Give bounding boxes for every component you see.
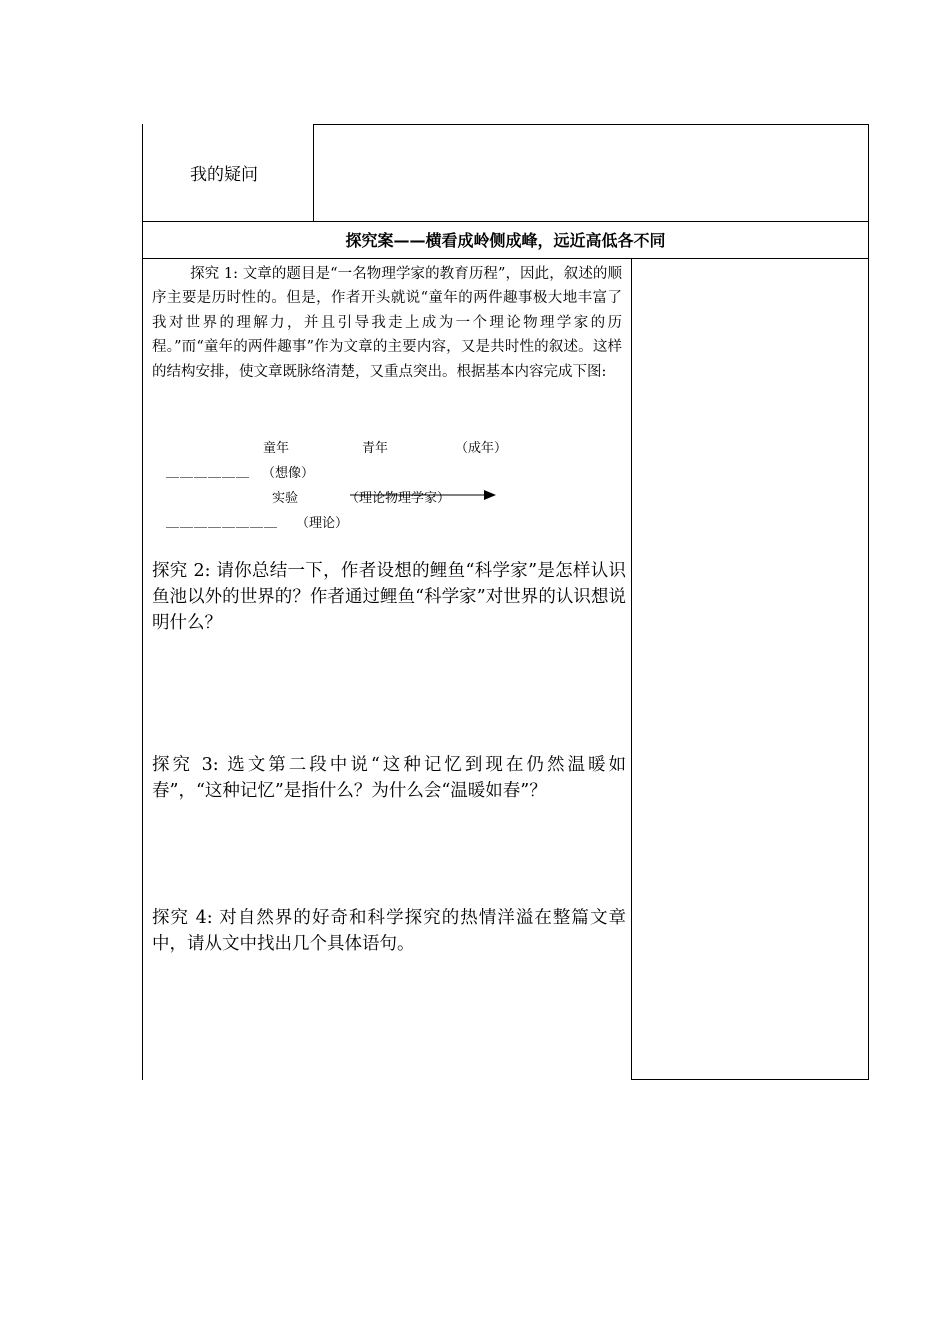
row-divider-2 <box>142 258 869 259</box>
inquiry-2-text: 探究 2: 请你总结一下，作者设想的鲤鱼“科学家”是怎样认识鱼池以外的世界的？作者通过鲤鱼“科学家”对世界的认识想说明什么？ <box>152 561 626 633</box>
notes-column-area[interactable] <box>633 260 867 1078</box>
inquiry-2-answer-area[interactable] <box>146 640 628 740</box>
diagram-arrow-icon <box>350 489 510 501</box>
note-column-left <box>631 258 632 1080</box>
inquiry-3-text: 探究 3: 选文第二段中说“这种记忆到现在仍然温暖如春”，“这种记忆”是指什么？为什么会“温暖如春”？ <box>152 755 626 801</box>
right-border-title <box>868 221 869 259</box>
table-left-border <box>142 124 143 1080</box>
inquiry-4-text: 探究 4: 对自然界的好奇和科学探究的热情洋溢在整篇文章中，请从文中找出几个具体语句。 <box>152 908 626 954</box>
note-column-bottom <box>631 1079 869 1080</box>
diagram-experiment-label: 实验 <box>272 491 299 506</box>
inquiry-1-text: 探究 1: 文章的题目是“一名物理学家的教育历程”，因此，叙述的顺序主要是历时性的。但是，作者开头就说“童年的两件趣事极大地丰富了我对世界的理解力，并且引导我走上成为一个理论物理学家的历程。”而“童年的两件趣事”作为文章的主要内容，又是共时性的叙述。这样的结构安排，使文章既脉络清楚，又重点突出。根据基本内容完成下图: <box>152 266 622 380</box>
note-column-right <box>868 258 869 1080</box>
section-title: 探究案——横看成岭侧成峰，远近高低各不同 <box>345 231 666 250</box>
diagram-youth-label: 青年 <box>362 441 389 456</box>
diagram-adult-label: （成年） <box>455 441 508 456</box>
diagram-theory-label: （理论） <box>296 516 349 531</box>
inquiry-4-answer-area[interactable] <box>146 960 628 1075</box>
inquiry-3-answer-area[interactable] <box>146 808 628 898</box>
question-cell-divider <box>313 124 314 222</box>
diagram-physicist-label: （理论物理学家） <box>346 491 451 506</box>
diagram-blank-1[interactable]: ＿＿＿＿＿＿ <box>166 465 251 480</box>
top-border <box>313 124 869 125</box>
diagram-imagination-label: （想像） <box>262 466 315 481</box>
my-questions-label: 我的疑问 <box>190 165 258 185</box>
row-divider-1 <box>142 221 869 222</box>
diagram-childhood-label: 童年 <box>263 441 290 456</box>
diagram-blank-2[interactable]: ＿＿＿＿＿＿＿＿ <box>166 515 279 530</box>
right-border-upper <box>868 124 869 222</box>
my-questions-answer-area[interactable] <box>315 126 867 220</box>
